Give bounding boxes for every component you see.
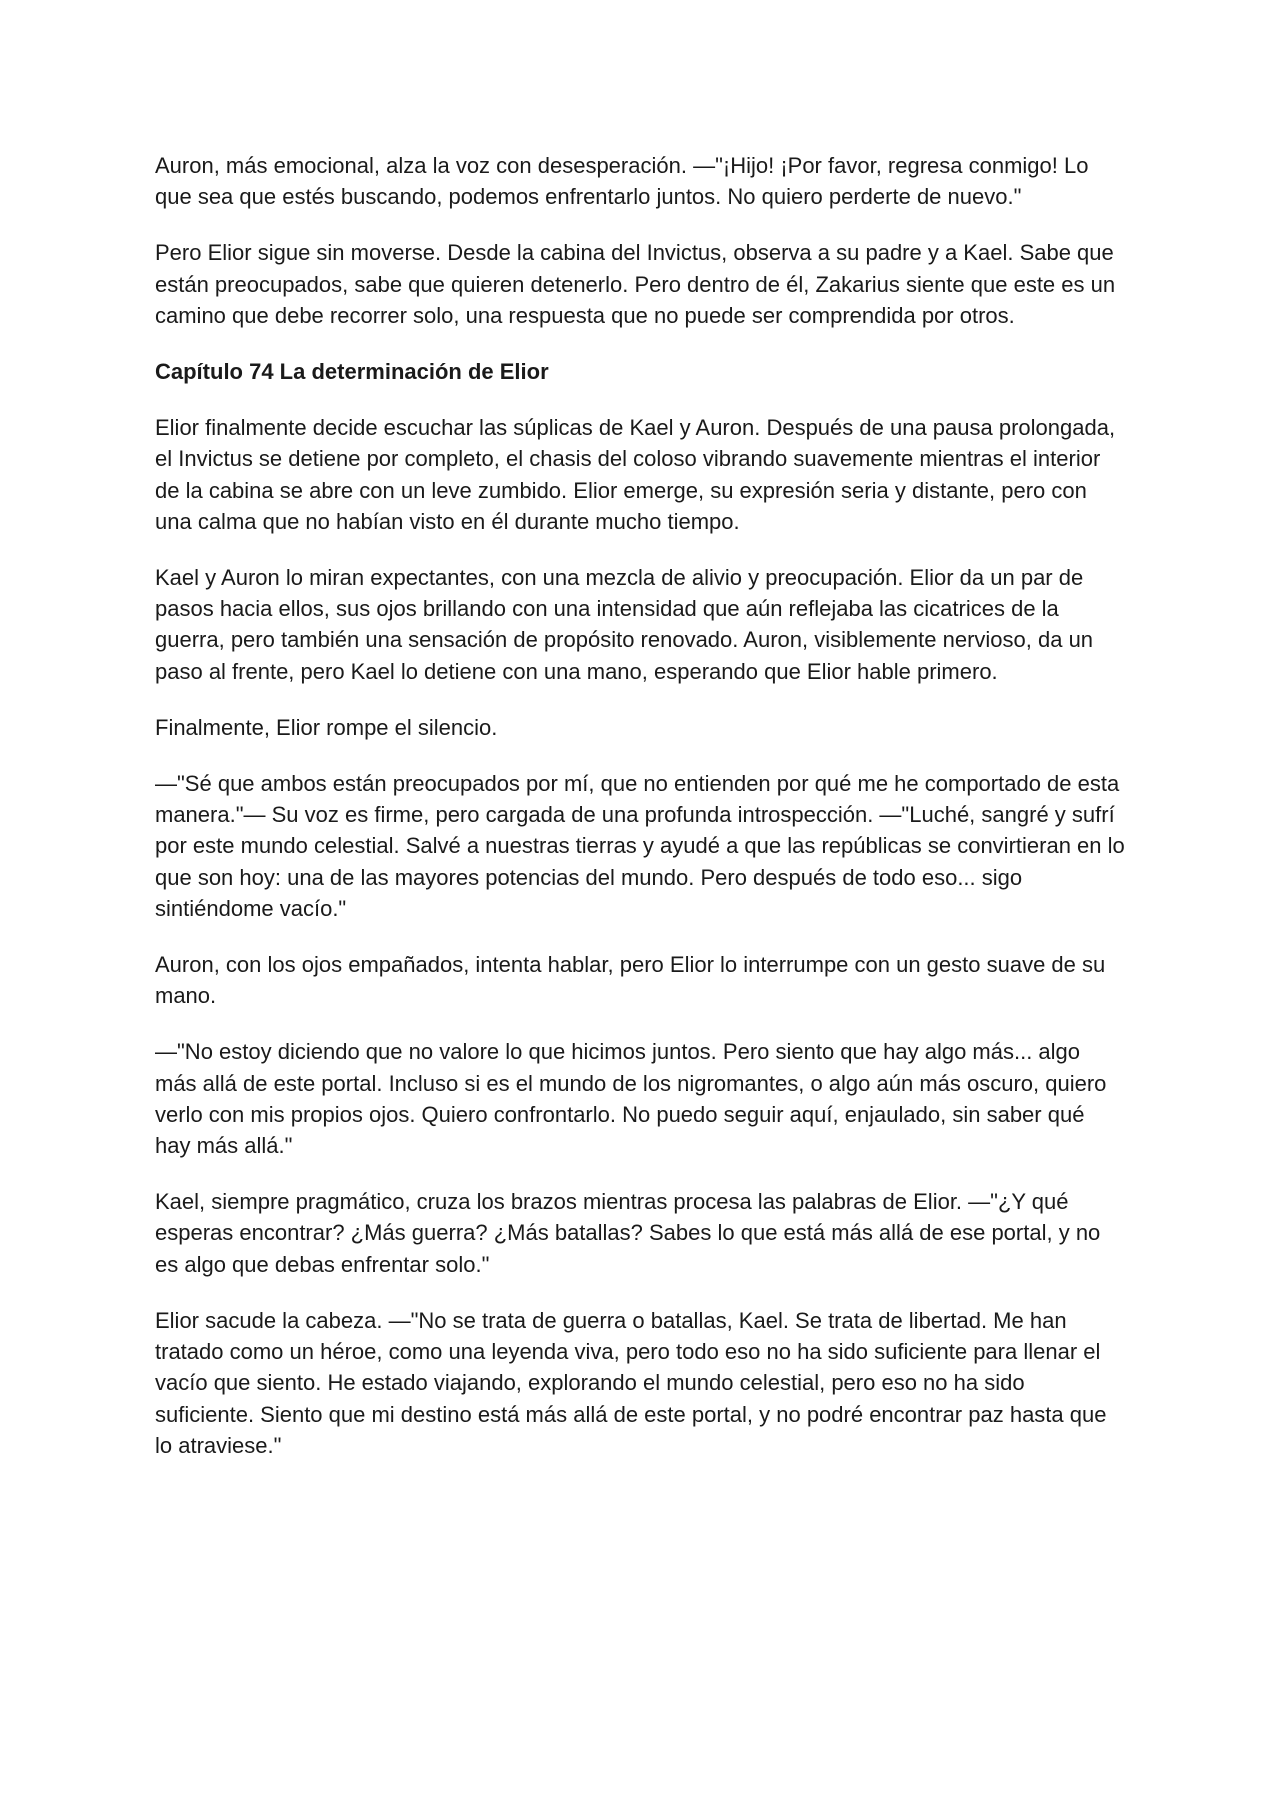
paragraph: Auron, con los ojos empañados, intenta hablar, pero Elior lo interrumpe con un gesto suave de su mano. (155, 952, 1106, 1009)
paragraph: Pero Elior sigue sin moverse. Desde la cabina del Invictus, observa a su padre y a Kael. Sabe que están preocupados, sabe que quieren detenerlo. Pero dentro de él, Zakarius siente que este es un camino que debe recorrer solo, una respuesta que no puede ser comprendida por otros. (155, 240, 1116, 328)
paragraph: Elior sacude la cabeza. —"No se trata de guerra o batallas, Kael. Se trata de libertad. Me han tratado como un héroe, como una leyenda viva, pero todo eso no ha sido suficiente para llenar el vacío que siento. He estado viajando, explorando el mundo celestial, pero eso no ha sido suficiente. Siento que mi destino está más allá de este portal, y no podré encontrar paz hasta que lo atraviese." (155, 1307, 1107, 1458)
paragraph: Auron, más emocional, alza la voz con desesperación. —"¡Hijo! ¡Por favor, regresa conmigo! Lo que sea que estés buscando, podemos enfrentarlo juntos. No quiero perderte de nuevo." (155, 153, 1089, 210)
document-page (155, 150, 1125, 1486)
paragraph: Finalmente, Elior rompe el silencio. (155, 714, 498, 740)
paragraph: Elior finalmente decide escuchar las súplicas de Kael y Auron. Después de una pausa prolongada, el Invictus se detiene por completo, el chasis del coloso vibrando suavemente mientras el interior de la cabina se abre con un leve zumbido. Elior emerge, su expresión seria y distante, pero con una calma que no habían visto en él durante mucho tiempo. (155, 415, 1116, 534)
chapter-heading: Capítulo 74 La determinación de Elior (155, 359, 549, 385)
paragraph: Kael, siempre pragmático, cruza los brazos mientras procesa las palabras de Elior. —"¿Y qué esperas encontrar? ¿Más guerra? ¿Más batallas? Sabes lo que está más allá de ese portal, y no es algo que debas enfrentar solo." (155, 1189, 1101, 1277)
paragraph: Kael y Auron lo miran expectantes, con una mezcla de alivio y preocupación. Elior da un par de pasos hacia ellos, sus ojos brillando con una intensidad que aún reflejaba las cicatrices de la guerra, pero también una sensación de propósito renovado. Auron, visiblemente nervioso, da un paso al frente, pero Kael lo detiene con una mano, esperando que Elior hable primero. (155, 565, 1094, 684)
paragraph: —"Sé que ambos están preocupados por mí, que no entienden por qué me he comportado de esta manera."— Su voz es firme, pero cargada de una profunda introspección. —"Luché, sangré y sufrí por este mundo celestial. Salvé a nuestras tierras y ayudé a que las repúblicas se convirtieran en lo que son hoy: una de las mayores potencias del mundo. Pero después de todo eso... sigo sintiéndome vacío." (155, 771, 1125, 921)
paragraph: —"No estoy diciendo que no valore lo que hicimos juntos. Pero siento que hay algo más... algo más allá de este portal. Incluso si es el mundo de los nigromantes, o algo aún más oscuro, quiero verlo con mis propios ojos. Quiero confrontarlo. No puedo seguir aquí, enjaulado, sin saber qué hay más allá." (155, 1039, 1107, 1159)
